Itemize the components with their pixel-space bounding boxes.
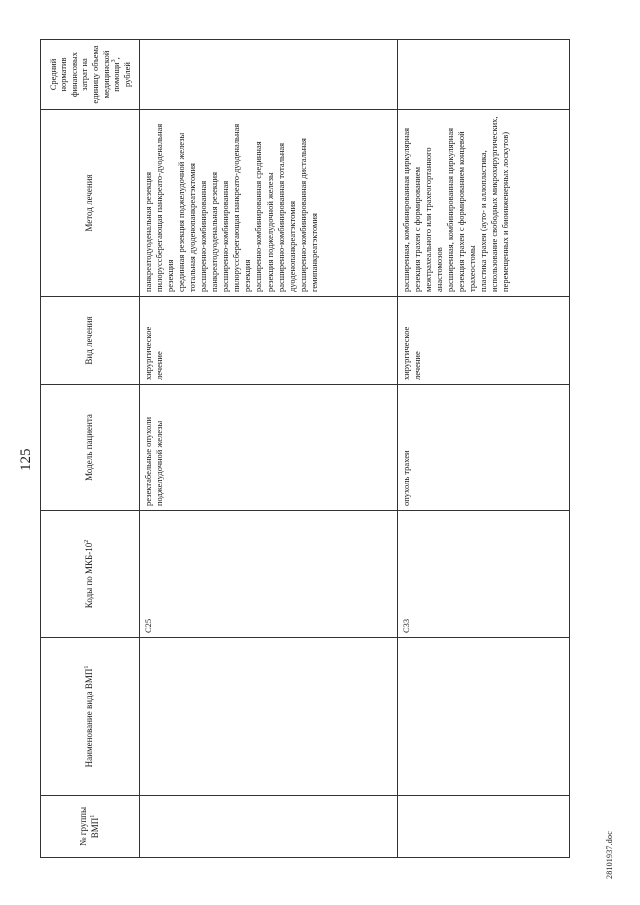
header-avg-cost: Средний норматив финансовых затрат на единицу объема медицинской помощи$^3$, рублей <box>41 40 140 110</box>
table-row <box>398 40 570 858</box>
method-item: расширенная, комбинированная циркулярная резекция трахеи с формированием межтрахеального или трахеогортанного анастомозов <box>401 127 445 292</box>
cell-group-no <box>140 796 398 858</box>
header-mkb-codes: Коды по МКБ-$10^2$ <box>41 511 140 638</box>
header-treatment-type: Вид лечения <box>41 297 140 385</box>
document-code: 28101937.doc <box>605 831 614 879</box>
table-header-row <box>41 40 140 858</box>
cell-avg-cost <box>398 40 570 110</box>
cell-patient-model: резектабельные опухоли поджелудочной железы <box>140 385 398 511</box>
method-item: расширенно-комбинированная пилоруссберегающая панкреато-дуоденальная резекция <box>220 123 253 292</box>
header-treatment-method: Метод лечения <box>41 110 140 297</box>
cell-avg-cost <box>140 40 398 110</box>
header-patient-model: Модель пациента <box>41 385 140 511</box>
method-item: тотальная дуоденопанкреатэктомия <box>187 163 198 292</box>
method-item: расширенная, комбинированная циркулярная резекция трахеи с формированием концевой трахеостомы <box>445 127 478 292</box>
table-row <box>140 40 398 858</box>
cell-treatment-type: хирургическое лечение <box>398 297 570 385</box>
method-item: срединная резекция поджелудочной железы <box>176 132 187 292</box>
cell-patient-model: опухоль трахеи <box>398 385 570 511</box>
cell-treatment-methods <box>140 110 398 297</box>
cell-treatment-type: хирургическое лечение <box>140 297 398 385</box>
cell-mkb-code: С25 <box>140 511 398 638</box>
page-number: 125 <box>18 448 34 471</box>
method-item: расширенно-комбинированная панкреатодуоденальная резекция <box>198 171 220 292</box>
method-item: панкреатодуоденальная резекция <box>143 171 153 292</box>
header-vmp-name: Наименование вида ВМП$^1$ <box>41 638 140 796</box>
header-group-no: № группы ВМП$^1$ <box>41 796 140 858</box>
method-item: расширенно-комбинированная дистальная гемипанкреатэктомия <box>297 138 319 292</box>
cell-vmp-name <box>140 638 398 796</box>
method-item: пилоруссберегающая панкреато-дуоденальная резекция <box>154 123 176 292</box>
method-item: расширенно-комбинированная срединная резекция поджелудочной железы <box>253 141 275 292</box>
method-item: пластика трахеи (ауто- и аллопластика, использование свободных микрохирургических, перемещенных и биоинженерных лоскутов) <box>478 116 511 292</box>
cell-group-no <box>398 796 570 858</box>
cell-vmp-name <box>398 638 570 796</box>
cell-treatment-methods <box>398 110 570 297</box>
method-item: расширенно-комбинированная тотальная дуоденопанкреатэктомия <box>275 142 297 292</box>
vmp-table <box>40 39 570 858</box>
cell-mkb-code: С33 <box>398 511 570 638</box>
